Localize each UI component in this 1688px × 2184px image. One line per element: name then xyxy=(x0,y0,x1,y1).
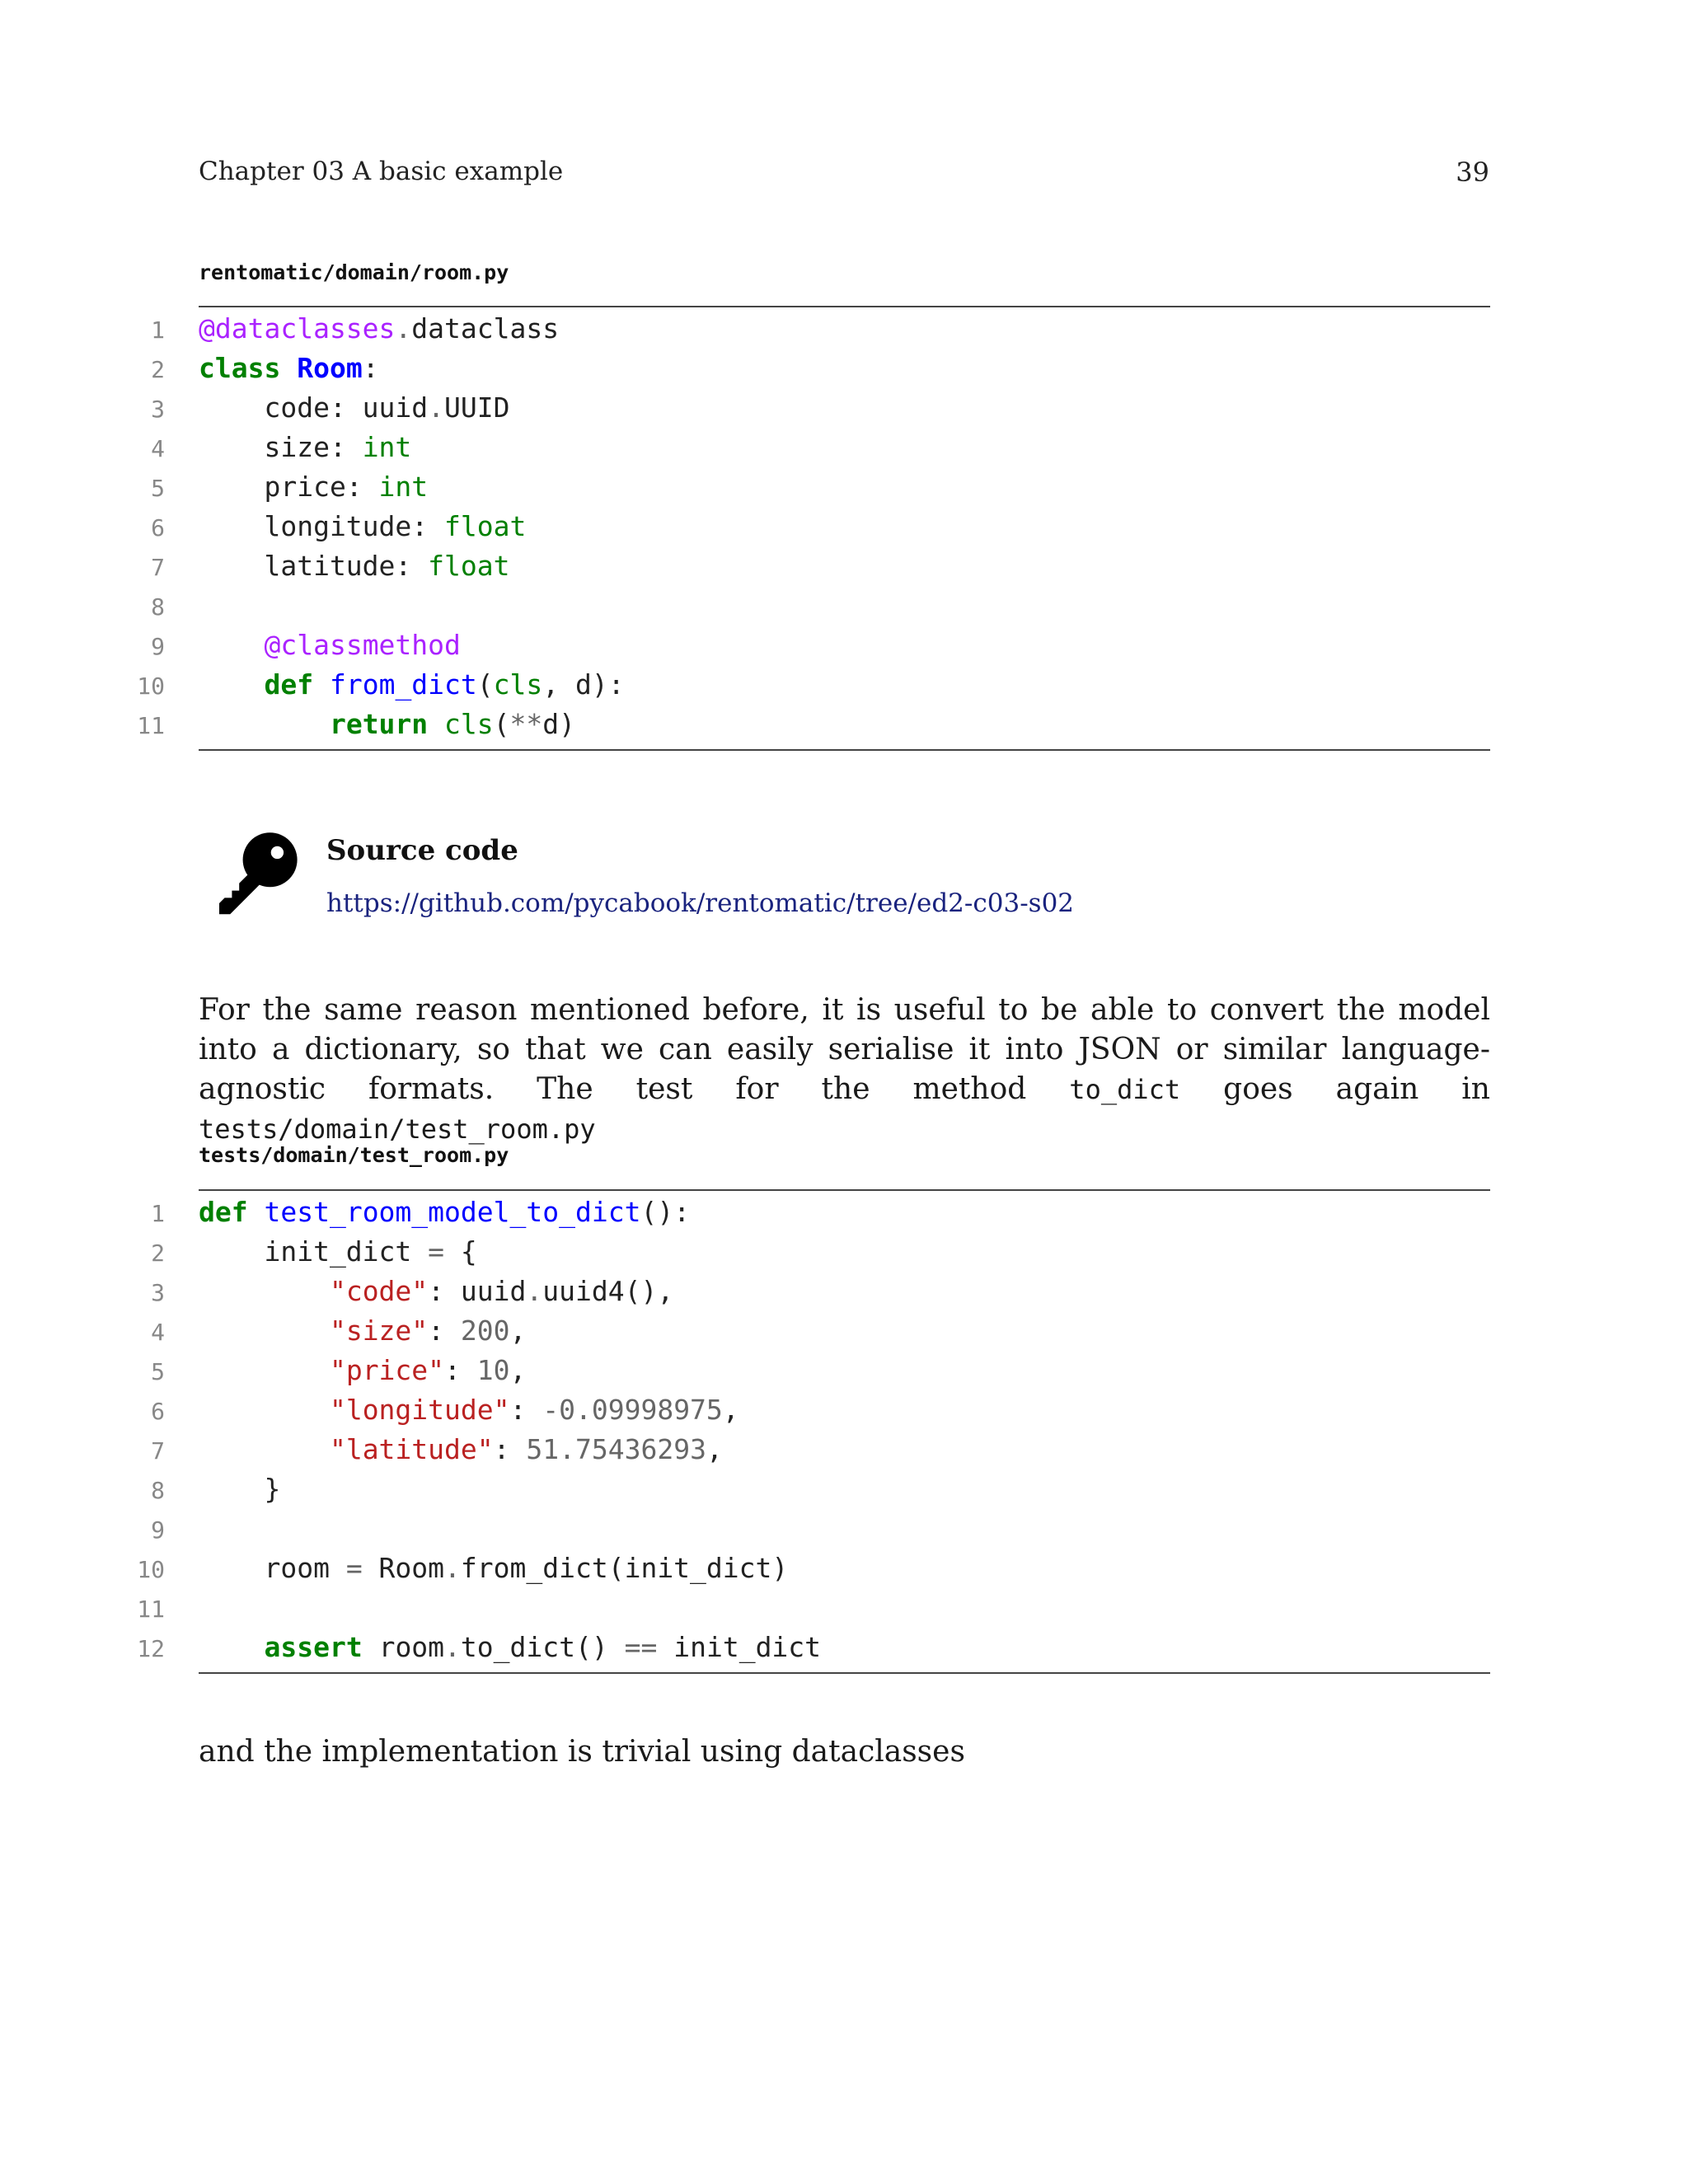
code-token: @classmethod xyxy=(264,629,461,661)
code-token xyxy=(199,1275,330,1307)
code-token: def xyxy=(264,668,314,701)
code-token: UUID xyxy=(444,391,510,424)
line-number: 8 xyxy=(151,1477,165,1504)
code-token: code: uuid xyxy=(199,391,429,424)
code-token: 10 xyxy=(476,1354,510,1386)
code-token: cls xyxy=(444,708,494,740)
code-token: = xyxy=(428,1235,445,1268)
code-token: float xyxy=(444,510,527,542)
code-text xyxy=(199,665,625,705)
code-line xyxy=(132,1628,1490,1667)
code-token: : xyxy=(493,1433,527,1465)
code-token: init_dict xyxy=(657,1631,822,1663)
code-text xyxy=(199,1351,526,1390)
line-number: 10 xyxy=(137,1556,165,1583)
line-number: 6 xyxy=(151,514,165,541)
code-token: price: xyxy=(199,471,379,503)
line-number: 11 xyxy=(137,712,165,739)
code-text xyxy=(199,626,461,665)
code-line xyxy=(132,309,1490,349)
code-token: , xyxy=(509,1315,527,1347)
code-token: Room xyxy=(297,352,363,384)
code-token: : xyxy=(444,1354,477,1386)
code-token: longitude: xyxy=(199,510,445,542)
code-text xyxy=(199,507,526,546)
line-number: 6 xyxy=(151,1398,165,1425)
code-token: from_dict xyxy=(329,668,477,701)
code-token: : xyxy=(362,352,379,384)
code-token: dataclass xyxy=(411,312,560,344)
code-token: } xyxy=(199,1473,281,1505)
line-number: 1 xyxy=(151,1200,165,1227)
code-rule-top xyxy=(199,306,1490,307)
line-number: 2 xyxy=(151,1240,165,1267)
code-token: : uuid xyxy=(428,1275,527,1307)
code-token: . xyxy=(444,1631,461,1663)
code-text xyxy=(199,1193,690,1232)
code-token: test_room_model_to_dict xyxy=(264,1196,641,1228)
code-token: "price" xyxy=(329,1354,445,1386)
code-line xyxy=(132,1549,1490,1588)
code-line xyxy=(132,626,1490,665)
code-line xyxy=(132,665,1490,705)
code-token: (): xyxy=(640,1196,691,1228)
code-token: room xyxy=(362,1631,445,1663)
code-line xyxy=(132,349,1490,388)
code-token xyxy=(280,352,297,384)
code-token: -0.09998975 xyxy=(542,1394,723,1426)
code-line xyxy=(132,1351,1490,1390)
line-number: 9 xyxy=(151,1516,165,1544)
code-token: "code" xyxy=(329,1275,429,1307)
code-token: : xyxy=(509,1394,543,1426)
paragraph-text: For the same reason mentioned before, it is useful to be able to convert the model into a dictionary, so that we can easily serialise it into JSON or similar language-agnostic formats. The test for the method xyxy=(199,993,1490,1106)
code-token: ( xyxy=(476,668,494,701)
code-token: = xyxy=(345,1552,363,1584)
code-line xyxy=(132,507,1490,546)
code-line xyxy=(132,1430,1490,1469)
line-number: 12 xyxy=(137,1635,165,1662)
code-token xyxy=(313,668,330,701)
code-token: float xyxy=(428,550,510,582)
line-number: 10 xyxy=(137,673,165,700)
code-token: size: xyxy=(199,431,363,463)
code-token: , xyxy=(509,1354,527,1386)
code-line xyxy=(132,1311,1490,1351)
code-rule-top xyxy=(199,1189,1490,1191)
line-number: 11 xyxy=(137,1596,165,1623)
line-number: 9 xyxy=(151,633,165,660)
key-icon xyxy=(210,831,301,921)
code-token: 51.75436293 xyxy=(526,1433,706,1465)
code-text xyxy=(199,1430,723,1469)
line-number: 4 xyxy=(151,1319,165,1346)
code-token xyxy=(199,668,264,701)
code-token: uuid4(), xyxy=(542,1275,674,1307)
code-token: @dataclasses xyxy=(199,312,396,344)
source-code-link[interactable]: https://github.com/pycabook/rentomatic/tree/ed2-c03-s02 xyxy=(326,888,1075,918)
code-token: , xyxy=(722,1394,739,1426)
code-text xyxy=(199,388,510,428)
code-token: . xyxy=(444,1552,461,1584)
code-text xyxy=(199,546,510,586)
line-number: 4 xyxy=(151,435,165,462)
code-token: : xyxy=(428,1315,461,1347)
code-token: { xyxy=(444,1235,477,1268)
line-number: 2 xyxy=(151,356,165,383)
code-line xyxy=(132,467,1490,507)
code-token: ( xyxy=(493,708,510,740)
code-token: d) xyxy=(542,708,576,740)
code-token: assert xyxy=(264,1631,363,1663)
code-token: latitude: xyxy=(199,550,429,582)
code-rule-bottom xyxy=(199,749,1490,751)
code-token: . xyxy=(395,312,412,344)
line-number: 5 xyxy=(151,475,165,502)
code-token xyxy=(199,708,330,740)
code-token: to_dict() xyxy=(460,1631,625,1663)
code-token xyxy=(199,1394,330,1426)
code-token: "longitude" xyxy=(329,1394,510,1426)
code-text xyxy=(199,1628,821,1667)
code-text xyxy=(199,428,411,467)
code-token: == xyxy=(624,1631,658,1663)
code-token xyxy=(199,1433,330,1465)
code-text xyxy=(199,1549,788,1588)
code-text xyxy=(199,1272,673,1311)
code-token: init_dict xyxy=(199,1235,429,1268)
code-text xyxy=(199,1469,280,1509)
body-paragraph xyxy=(199,991,1490,1149)
code-token: , xyxy=(706,1433,723,1465)
code-line xyxy=(132,428,1490,467)
code-line xyxy=(132,1469,1490,1509)
code-line xyxy=(132,1390,1490,1430)
line-number: 1 xyxy=(151,316,165,344)
code-text xyxy=(199,705,575,744)
callout-title: Source code xyxy=(326,834,518,867)
code-caption: tests/domain/test_room.py xyxy=(199,1143,509,1167)
code-line xyxy=(132,1232,1490,1272)
code-token: int xyxy=(378,471,429,503)
chapter-title: Chapter 03 A basic example xyxy=(199,157,564,186)
code-token: "latitude" xyxy=(329,1433,494,1465)
code-token: int xyxy=(362,431,412,463)
code-token: ** xyxy=(509,708,543,740)
paragraph-text: goes again in xyxy=(1180,1072,1490,1106)
code-token: "size" xyxy=(329,1315,429,1347)
code-token xyxy=(199,1315,330,1347)
code-token: class xyxy=(199,352,281,384)
code-line xyxy=(132,1193,1490,1232)
code-token: . xyxy=(428,391,445,424)
code-token xyxy=(199,629,264,661)
code-caption: rentomatic/domain/room.py xyxy=(199,260,509,284)
code-rule-bottom xyxy=(199,1672,1490,1674)
line-number: 8 xyxy=(151,593,165,621)
line-number: 3 xyxy=(151,1279,165,1306)
page-number: 39 xyxy=(1456,157,1489,188)
code-line xyxy=(132,546,1490,586)
code-line xyxy=(132,388,1490,428)
code-line xyxy=(132,1588,1490,1628)
source-code-callout xyxy=(199,816,1490,940)
body-paragraph: and the implementation is trivial using dataclasses xyxy=(199,1735,965,1769)
code-token xyxy=(248,1196,265,1228)
code-token: Room xyxy=(362,1552,445,1584)
inline-code-to-dict: to_dict xyxy=(1069,1074,1181,1105)
code-text xyxy=(199,349,379,388)
code-token: room xyxy=(199,1552,346,1584)
line-number: 7 xyxy=(151,554,165,581)
code-token: def xyxy=(199,1196,248,1228)
line-number: 7 xyxy=(151,1437,165,1465)
code-line xyxy=(132,586,1490,626)
code-line xyxy=(132,705,1490,744)
line-number: 3 xyxy=(151,396,165,423)
code-token: cls xyxy=(493,668,543,701)
inline-code-test-path: tests/domain/test_room.py xyxy=(199,1113,596,1145)
code-token: from_dict(init_dict) xyxy=(460,1552,789,1584)
code-text xyxy=(199,1311,526,1351)
code-line xyxy=(132,1509,1490,1549)
code-token xyxy=(199,1354,330,1386)
code-token xyxy=(428,708,444,740)
code-text xyxy=(199,1232,477,1272)
code-token xyxy=(199,1631,264,1663)
code-token: 200 xyxy=(460,1315,510,1347)
code-token: return xyxy=(329,708,429,740)
code-text xyxy=(199,467,428,507)
code-line xyxy=(132,1272,1490,1311)
code-text xyxy=(199,309,559,349)
line-number: 5 xyxy=(151,1358,165,1385)
code-text xyxy=(199,1390,739,1430)
code-token: . xyxy=(526,1275,543,1307)
code-token: , d): xyxy=(542,668,625,701)
